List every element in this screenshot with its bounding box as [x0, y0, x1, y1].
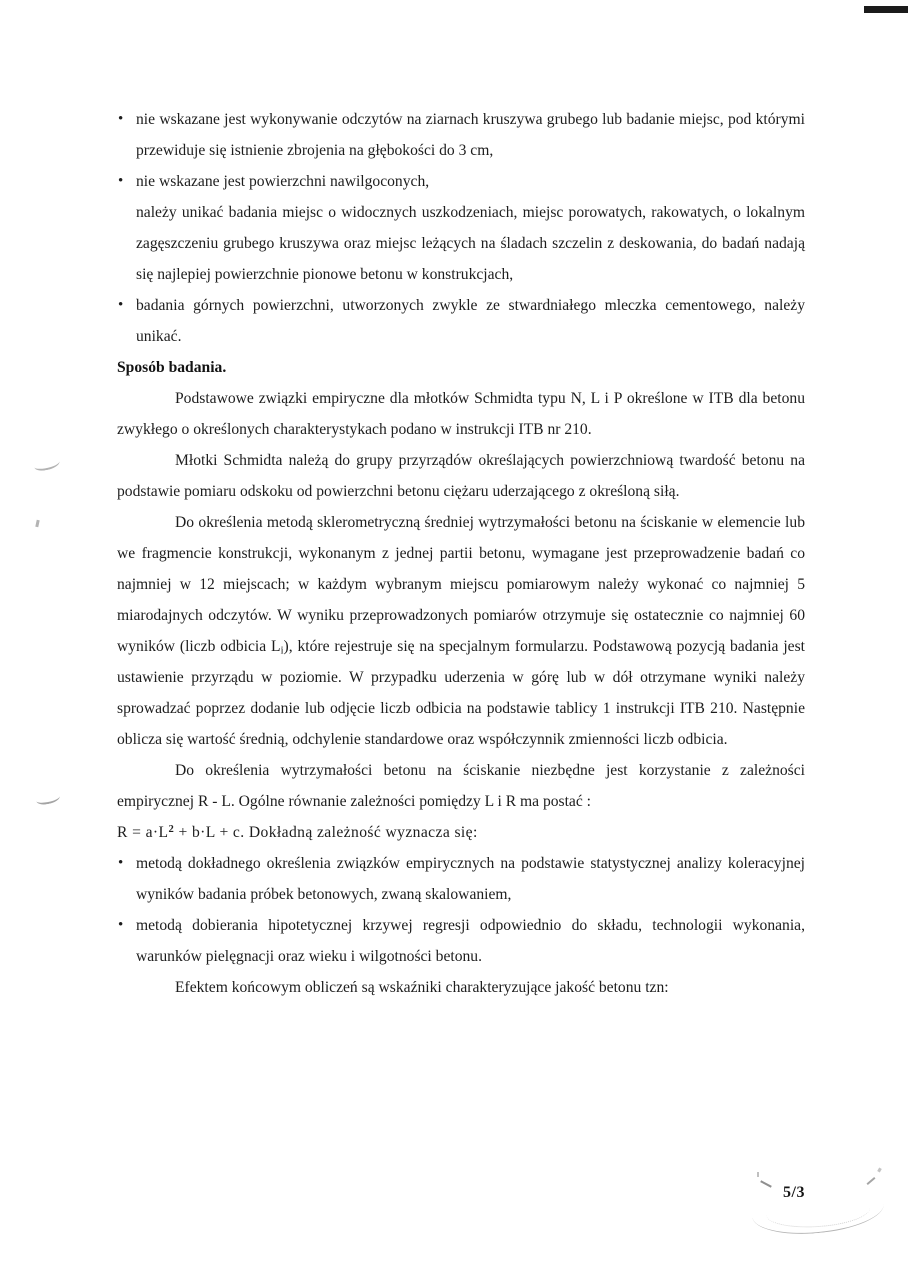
document-body — [117, 104, 805, 1003]
bullet-list-third — [117, 290, 805, 352]
paragraph-1: Podstawowe związki empiryczne dla młotków Schmidta typu N, L i P określone w ITB dla betonu zwykłego o określonych charakterystykach podano w instrukcji ITB nr 210. — [117, 390, 805, 438]
paragraph-3-part-1: Do określenia metodą sklerometryczną średniej wytrzymałości betonu na ściskanie w elemencie lub we fragmencie konstrukcji, wykonanym z jednej partii betonu, wymagane jest przeprowadzenie badań co najmniej w 12 miejscach; w każdym wybranym miejscu pomiarowym należy wykonać co najmniej 5 miarodajnych odczytów. W wyniku przeprowadzonych pomiarów otrzymuje się ostatecznie co najmniej 60 wyników (liczb odbicia L — [117, 514, 805, 655]
list-item-text: metodą dokładnego określenia związków empirycznych na podstawie statystycznej analizy koleracyjnej wyników badania próbek betonowych, zwaną skalowaniem, — [136, 855, 805, 903]
continuation-paragraph: należy unikać badania miejsc o widocznych uszkodzeniach, miejsc porowatych, rakowatych, o lokalnym zagęszczeniu grubego kruszywa oraz miejsc leżących na śladach szczelin z deskowania, do badań nadają się najlepiej powierzchnie pionowe betonu w konstrukcjach, — [136, 204, 805, 283]
formula-line — [117, 817, 805, 848]
bullet-list-bottom — [117, 848, 805, 972]
bullet-marker-icon: • — [118, 917, 124, 933]
paragraph-3 — [117, 507, 805, 755]
bullet-marker-icon: • — [118, 297, 124, 313]
bullet-marker-icon: • — [118, 855, 124, 871]
section-heading: Sposób badania. — [117, 359, 227, 376]
formula-plus-1: + b — [178, 824, 201, 841]
scan-artifact-left-speck — [35, 520, 39, 527]
scan-artifact-left-smudge-2 — [35, 791, 61, 806]
formula-dot-1: · — [152, 824, 159, 841]
scan-artifact-speck-right — [877, 1168, 882, 1173]
scan-artifact-top-bar — [864, 6, 908, 13]
list-item — [117, 104, 805, 166]
formula-variable-l: L — [158, 824, 169, 841]
scan-artifact-speck-left — [757, 1172, 759, 1177]
bullet-marker-icon: • — [118, 173, 124, 189]
formula-plus-2: + c — [219, 824, 241, 841]
paragraph-3-part-2: ), które rejestruje się na specjalnym formularzu. Podstawową pozycją badania jest ustawienie przyrządu w poziomie. W przypadku uderzenia w górę lub w dół otrzymane wyniki należy sprowadzać poprzez dodanie lub odjęcie liczb odbicia na podstawie tablicy 1 instrukcji ITB 210. Następnie oblicza się wartość średnią, odchylenie standardowe oraz współczynnik zmienności liczb odbicia. — [117, 638, 805, 748]
paragraph-5: Efektem końcowym obliczeń są wskaźniki charakteryzujące jakość betonu tzn: — [175, 979, 669, 996]
formula-lhs: R = a — [117, 824, 153, 841]
page-number: 5/3 — [783, 1184, 805, 1201]
scan-artifact-left-smudge-1 — [33, 456, 61, 472]
list-item — [117, 848, 805, 910]
formula-tail: . Dokładną zależność wyznacza się: — [240, 824, 478, 841]
list-item — [117, 290, 805, 352]
list-item-text: badania górnych powierzchni, utworzonych zwykle ze stwardniałego mleczka cementowego, należy unikać. — [136, 297, 805, 345]
list-item-text: nie wskazane jest wykonywanie odczytów na ziarnach kruszywa grubego lub badanie miejsc, pod którymi przewiduje się istnienie zbrojenia na głębokości do 3 cm, — [136, 111, 805, 159]
bullet-list-top — [117, 104, 805, 197]
formula-dot-2: · — [200, 824, 206, 841]
subscript-i: i — [280, 645, 284, 657]
list-item — [117, 910, 805, 972]
list-item — [117, 166, 805, 197]
list-item-text: nie wskazane jest powierzchni nawilgoconych, — [136, 173, 430, 190]
bullet-marker-icon: • — [118, 111, 124, 127]
paragraph-4: Do określenia wytrzymałości betonu na ściskanie niezbędne jest korzystanie z zależności empirycznej R - L. Ogólne równanie zależności pomiędzy L i R ma postać : — [117, 762, 805, 810]
formula-exponent: 2 — [168, 823, 175, 835]
paragraph-2: Młotki Schmidta należą do grupy przyrządów określających powierzchniową twardość betonu na podstawie pomiaru odskoku od powierzchni betonu ciężaru uderzającego z określoną siłą. — [117, 452, 805, 500]
scan-artifact-folio-tick-left — [760, 1180, 772, 1187]
formula-variable-l-2: L — [205, 824, 216, 841]
list-item-text: metodą dobierania hipotetycznej krzywej regresji odpowiednio do składu, technologii wykonania, warunków pielęgnacji oraz wieku i wilgotności betonu. — [136, 917, 805, 965]
